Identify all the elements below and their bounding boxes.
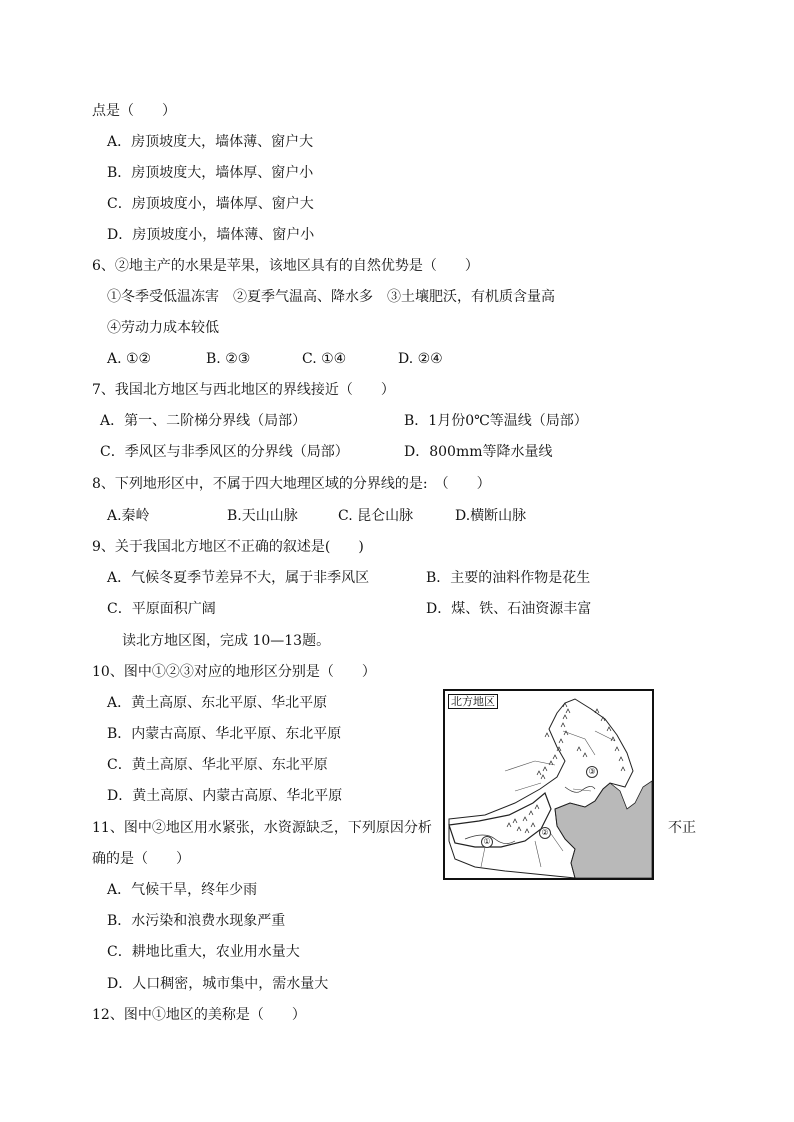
question-9-option-b: B．主要的油料作物是花生 [426, 570, 591, 586]
question-8-option-d: D.横断山脉 [455, 508, 527, 524]
northern-region-map [443, 689, 654, 880]
question-11-option-c: C．耕地比重大，农业用水量大 [107, 944, 300, 960]
question-11-option-b: B．水污染和浪费水现象严重 [107, 913, 286, 929]
question-6-statements-2: ④劳动力成本较低 [107, 320, 219, 336]
map-label-3: ③ [586, 766, 598, 778]
question-9-option-c: C．平原面积广阔 [107, 601, 216, 617]
question-7-option-c: C．季风区与非季风区的分界线（局部） [100, 444, 349, 460]
question-10-option-a: A．黄土高原、东北平原、华北平原 [107, 695, 328, 711]
question-11-stem-continued: 确的是（ ） [92, 851, 190, 867]
question-6-option-c: C. ①④ [302, 351, 347, 367]
question-6-option-a: A. ①② [107, 351, 152, 367]
question-6-statements-1: ①冬季受低温冻害 ②夏季气温高、降水多 ③土壤肥沃，有机质含量高 [107, 289, 555, 305]
map-title: 北方地区 [448, 694, 498, 709]
question-11-stem: 11、图中②地区用水紧张，水资源缺乏，下列原因分析 [92, 820, 432, 836]
question-7-option-a: A．第一、二阶梯分界线（局部） [100, 413, 307, 429]
question-10-stem: 10、图中①②③对应的地形区分别是（ ） [92, 664, 376, 680]
question-9-stem: 9、关于我国北方地区不正确的叙述是( ) [92, 539, 364, 555]
question-7-option-d: D．800mm等降水量线 [404, 444, 553, 460]
question-8-stem: 8、下列地形区中，不属于四大地理区域的分界线的是: （ ） [92, 476, 491, 492]
question-5-option-d: D．房顶坡度小，墙体薄、窗户小 [107, 227, 315, 243]
sea-area [555, 781, 652, 878]
question-9-option-d: D．煤、铁、石油资源丰富 [426, 601, 592, 617]
question-6-option-d: D. ②④ [398, 351, 443, 367]
question-12-stem: 12、图中①地区的美称是（ ） [92, 1007, 306, 1023]
question-11-stem-tail: 不正 [668, 820, 696, 836]
question-6-option-b: B. ②③ [206, 351, 251, 367]
question-8-option-c: C. 昆仑山脉 [338, 508, 414, 524]
question-10-option-c: C．黄土高原、华北平原、东北平原 [107, 757, 328, 773]
question-8-option-a: A.秦岭 [107, 508, 150, 524]
question-5-option-a: A．房顶坡度大，墙体薄、窗户大 [107, 134, 314, 150]
reading-instruction: 读北方地区图，完成 10—13题。 [122, 633, 331, 649]
question-7-option-b: B．1月份0℃等温线（局部） [404, 413, 588, 429]
question-8-option-b: B.天山山脉 [227, 508, 298, 524]
question-10-option-d: D．黄土高原、内蒙古高原、华北平原 [107, 788, 343, 804]
plateau-outline [449, 793, 551, 847]
question-7-stem: 7、我国北方地区与西北地区的界线接近（ ） [92, 382, 395, 398]
map-drawing [445, 691, 652, 878]
map-label-2: ② [539, 827, 551, 839]
question-6-stem: 6、②地主产的水果是苹果，该地区具有的自然优势是（ ） [92, 258, 479, 274]
question-5-stem: 点是（ ） [92, 103, 176, 119]
question-11-option-a: A．气候干旱，终年少雨 [107, 882, 258, 898]
question-11-option-d: D．人口稠密，城市集中，需水量大 [107, 976, 329, 992]
question-9-option-a: A．气候冬夏季节差异不大，属于非季风区 [107, 570, 370, 586]
question-5-option-c: C．房顶坡度小，墙体厚、窗户大 [107, 196, 314, 212]
question-10-option-b: B．内蒙古高原、华北平原、东北平原 [107, 726, 342, 742]
question-5-option-b: B．房顶坡度大，墙体厚、窗户小 [107, 165, 314, 181]
map-label-1: ① [481, 836, 493, 848]
